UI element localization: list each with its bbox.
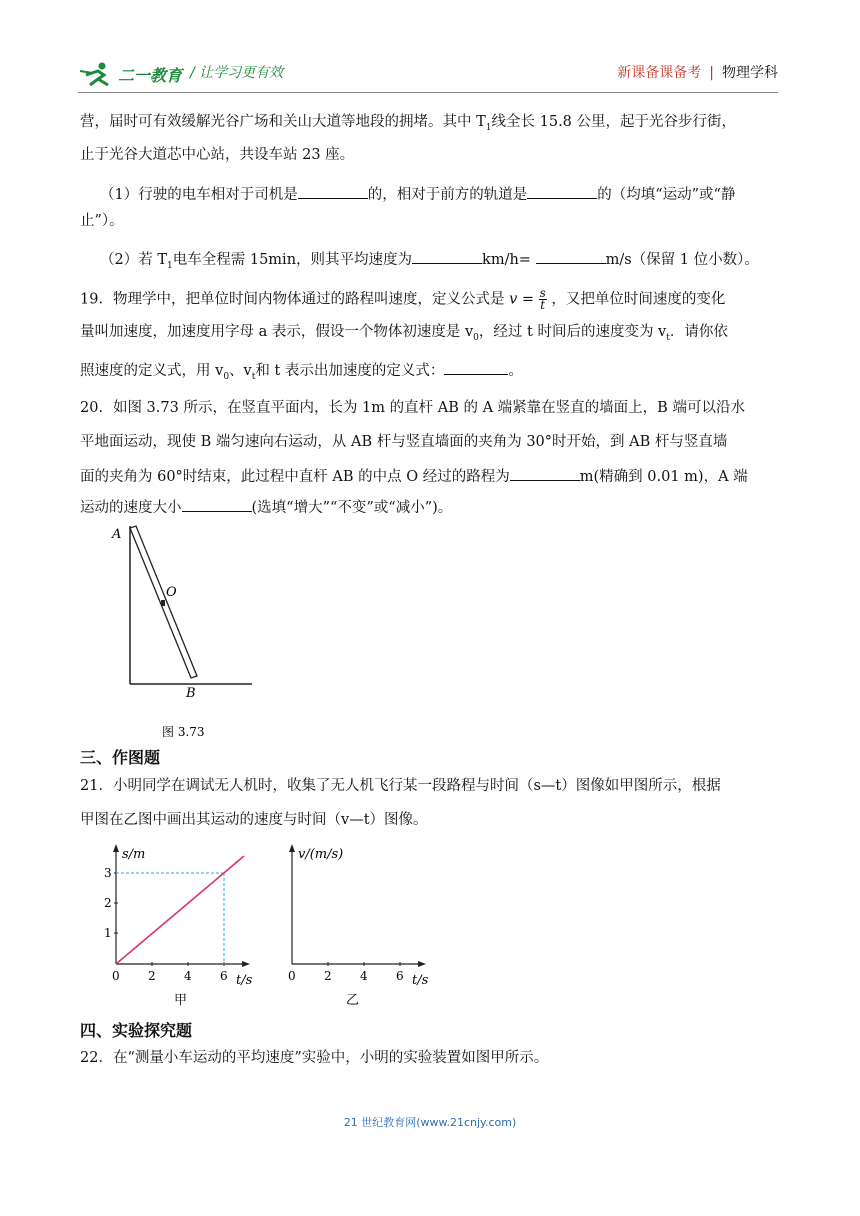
text: 电车全程需 15min，则其平均速度为 xyxy=(172,252,413,268)
header-separator: | xyxy=(709,65,714,81)
text: m/s（保留 1 位小数）。 xyxy=(605,252,759,268)
text: 和 t 表示出加速度的定义式： xyxy=(255,363,445,379)
text-line xyxy=(80,360,780,387)
text-line xyxy=(80,810,780,830)
text: 营，届时可有效缓解光谷广场和关山大道等地段的拥堵。其中 T xyxy=(80,114,486,130)
logo-text: 二一教育 xyxy=(118,65,183,85)
text: ．请你依 xyxy=(669,324,728,340)
footer-link[interactable]: 21 世纪教育网(www.21cnjy.com) xyxy=(343,1116,517,1129)
text: km/h= xyxy=(482,252,531,268)
text-line xyxy=(80,466,780,487)
label-o: O xyxy=(166,585,177,600)
header-subject: 物理学科 xyxy=(722,65,778,81)
header-right xyxy=(617,62,778,82)
x-axis-label: t/s xyxy=(412,973,429,988)
graph-name: 乙 xyxy=(346,993,360,1008)
text: 、v xyxy=(229,363,252,379)
question-20 xyxy=(80,398,780,418)
x-axis-arrow xyxy=(418,961,426,967)
x-tick-label: 2 xyxy=(324,969,332,983)
logo xyxy=(78,60,182,88)
answer-blank[interactable] xyxy=(444,360,508,375)
subscript: 1 xyxy=(485,122,492,133)
x-tick-label: 2 xyxy=(148,969,156,983)
formula-fraction xyxy=(539,288,547,311)
section-4-title: 四、实验探究题 xyxy=(80,1021,193,1040)
question-18-1 xyxy=(100,184,800,205)
formula-denominator: t xyxy=(540,298,546,312)
label-a: A xyxy=(112,527,122,542)
answer-blank[interactable] xyxy=(298,184,368,199)
question-22 xyxy=(80,1048,780,1068)
slogan: / 让学习更有效 xyxy=(190,65,284,81)
text: 止”）。 xyxy=(80,213,124,229)
text-line xyxy=(80,322,780,348)
text: 的，相对于前方的轨道是 xyxy=(367,187,528,203)
text: 面的夹角为 60°时结束，此过程中直杆 AB 的中点 O 经过的路程为 xyxy=(80,469,510,485)
figure-caption: 图 3.73 xyxy=(162,725,205,739)
answer-blank[interactable] xyxy=(527,184,597,199)
text: 线全长 15.8 公里，起于光谷步行街， xyxy=(491,114,737,130)
subscript: 0 xyxy=(223,371,230,382)
question-21 xyxy=(80,776,780,796)
y-tick-label: 1 xyxy=(104,926,112,940)
text: （2）若 T xyxy=(100,252,168,268)
question-19 xyxy=(80,288,780,311)
text-line xyxy=(80,211,780,231)
y-axis-arrow xyxy=(289,844,295,852)
text: 21．小明同学在调试无人机时，收集了无人机飞行某一段路程与时间（s—t）图像如甲图所示，根据 xyxy=(80,778,721,794)
section-3-title: 三、作图题 xyxy=(80,748,161,767)
header-divider xyxy=(78,92,778,93)
page-header xyxy=(78,56,778,90)
graph-yi xyxy=(268,842,438,1010)
runner-logo-icon xyxy=(78,61,114,87)
text: ，又把单位时间速度的变化 xyxy=(551,291,726,308)
text: 的（均填“运动”或“静 xyxy=(597,187,736,203)
answer-blank[interactable] xyxy=(182,497,252,512)
text: 甲图在乙图中画出其运动的速度与时间（v—t）图像。 xyxy=(80,812,428,828)
text-line xyxy=(80,432,780,452)
x-tick-label: 6 xyxy=(220,969,228,983)
subscript: 0 xyxy=(473,332,479,343)
text: 量叫加速度，加速度用字母 a 表示，假设一个物体初速度是 v xyxy=(80,324,474,340)
y-axis-label: s/m xyxy=(122,847,146,862)
text: m(精确到 0.01 m)，A 端 xyxy=(579,469,748,485)
text-line xyxy=(80,112,780,138)
subscript: t xyxy=(251,371,256,382)
s-t-line xyxy=(116,856,244,964)
text: 平地面运动，现使 B 端匀速向右运动，从 AB 杆与竖直墙面的夹角为 30°时开始，到 AB 杆与竖直墙 xyxy=(80,434,728,450)
text: ，经过 t 时间后的速度变为 v xyxy=(478,324,667,340)
subscript: t xyxy=(666,332,670,343)
text: 19．物理学中，把单位时间内物体通过的路程叫速度，定义公式是 xyxy=(80,291,505,308)
y-tick-label: 3 xyxy=(104,866,112,880)
formula-numerator: s xyxy=(539,286,546,300)
x-tick-label: 6 xyxy=(396,969,404,983)
text: 运动的速度大小 xyxy=(80,500,182,516)
y-axis-arrow xyxy=(113,844,119,852)
text: (选填“增大”“不变”或“减小”)。 xyxy=(251,500,453,516)
answer-blank[interactable] xyxy=(412,249,482,264)
text: 照速度的定义式，用 v xyxy=(80,363,224,379)
question-18-2 xyxy=(100,249,800,276)
x-tick-label: 4 xyxy=(360,969,368,983)
text: 止于光谷大道芯中心站，共设车站 23 座。 xyxy=(80,147,355,163)
subscript: 1 xyxy=(167,260,173,271)
graph-jia xyxy=(92,842,262,1010)
x-tick-label: 0 xyxy=(112,969,120,983)
label-b: B xyxy=(186,686,196,701)
figure-3-73 xyxy=(100,520,270,745)
text: 。 xyxy=(508,363,523,379)
text-line xyxy=(80,145,780,165)
graph-name: 甲 xyxy=(174,993,188,1008)
header-course: 新课备课备考 xyxy=(617,65,702,81)
x-tick-label: 4 xyxy=(184,969,192,983)
y-axis-label: v/(m/s) xyxy=(298,847,344,862)
text-line xyxy=(80,497,780,518)
text: （1）行驶的电车相对于司机是 xyxy=(100,187,298,203)
midpoint-marker xyxy=(161,600,165,606)
text: 22．在“测量小车运动的平均速度”实验中，小明的实验装置如图甲所示。 xyxy=(80,1050,549,1066)
answer-blank[interactable] xyxy=(510,466,580,481)
x-axis-label: t/s xyxy=(236,973,253,988)
y-tick-label: 2 xyxy=(104,896,112,910)
formula-v: v = xyxy=(509,291,535,308)
x-tick-label: 0 xyxy=(288,969,296,983)
answer-blank[interactable] xyxy=(536,249,606,264)
x-axis-arrow xyxy=(242,961,250,967)
text: 20．如图 3.73 所示，在竖直平面内，长为 1m 的直杆 AB 的 A 端紧靠在竖直的墙面上，B 端可以沿水 xyxy=(80,400,745,416)
